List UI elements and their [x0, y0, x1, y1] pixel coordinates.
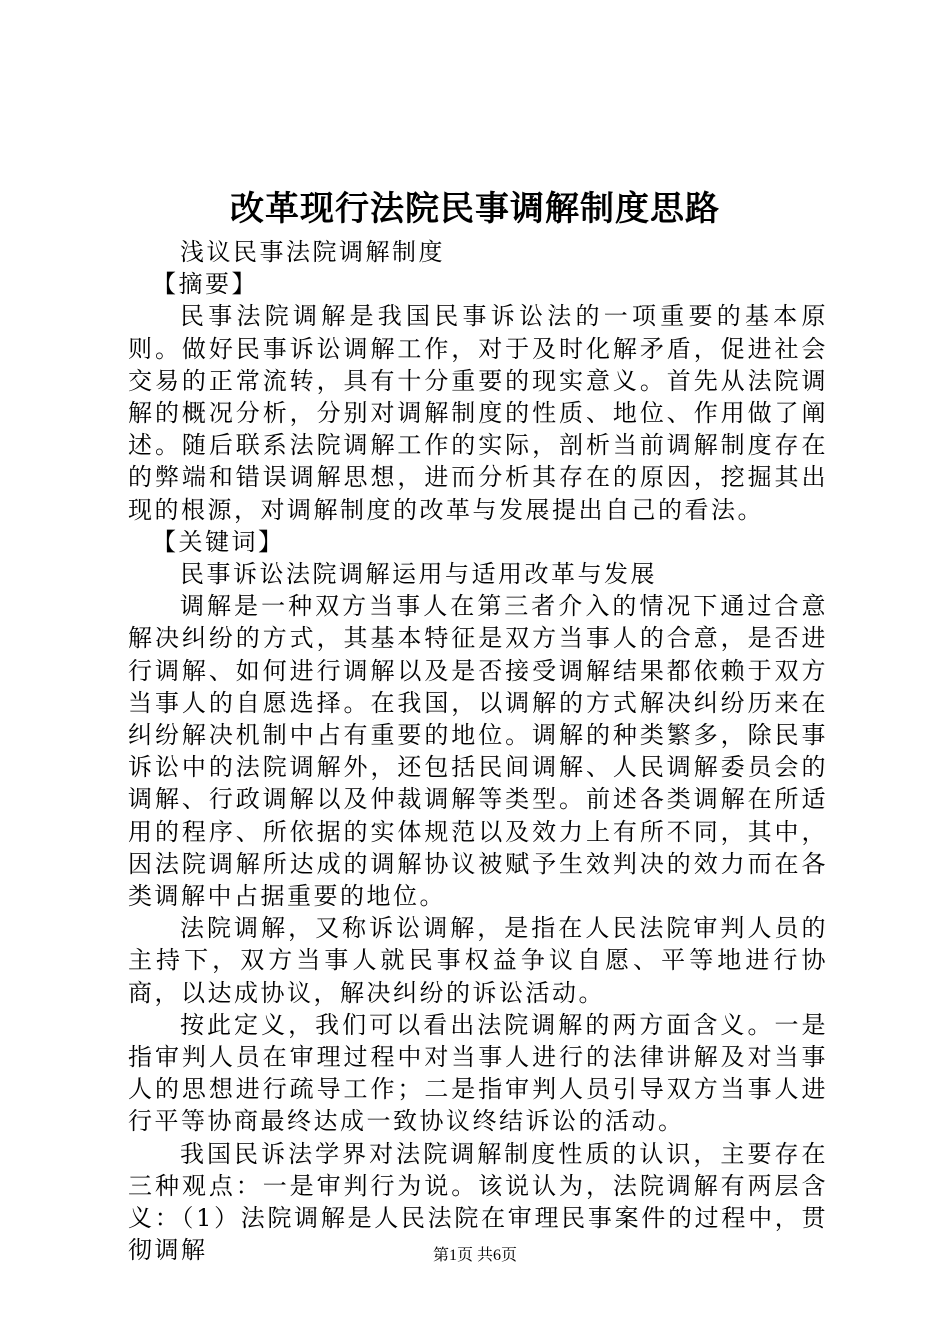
document-body: [128, 236, 828, 1267]
body-paragraph: 我国民诉法学界对法院调解制度性质的认识，主要存在三种观点：一是审判行为说。该说认为，法院调解有两层含义：（1）法院调解是人民法院在审理民事案件的过程中，贯彻调解: [128, 1139, 828, 1265]
abstract-label: 【摘要】: [152, 270, 258, 299]
document-title: 改革现行法院民事调解制度思路: [230, 189, 720, 229]
body-paragraph: 法院调解，又称诉讼调解，是指在人民法院审判人员的主持下，双方当事人就民事权益争议自愿、平等地进行协商，以达成协议，解决纠纷的诉讼活动。: [128, 914, 828, 1007]
abstract-paragraph: 民事法院调解是我国民事诉讼法的一项重要的基本原则。做好民事诉讼调解工作，对于及时化解矛盾，促进社会交易的正常流转，具有十分重要的现实意义。首先从法院调解的概况分析，分别对调解制度的性质、地位、作用做了阐述。随后联系法院调解工作的实际，剖析当前调解制度存在的弊端和错误调解思想，进而分析其存在的原因，挖掘其出现的根源，对调解制度的改革与发展提出自己的看法。: [128, 302, 828, 524]
subtitle-paragraph: 浅议民事法院调解制度: [180, 238, 445, 266]
keywords-label: 【关键词】: [152, 527, 285, 556]
keywords-paragraph: 民事诉讼法院调解运用与适用改革与发展: [180, 560, 657, 589]
body-paragraph: 调解是一种双方当事人在第三者介入的情况下通过合意解决纠纷的方式，其基本特征是双方当事人的合意，是否进行调解、如何进行调解以及是否接受调解结果都依赖于双方当事人的自愿选择。在我国，以调解的方式解决纠纷历来在纠纷解决机制中占有重要的地位。调解的种类繁多，除民事诉讼中的法院调解外，还包括民间调解、人民调解委员会的调解、行政调解以及仲裁调解等类型。前述各类调解在所适用的程序、所依据的实体规范以及效力上有所不同，其中，因法院调解所达成的调解协议被赋予生效判决的效力而在各类调解中占据重要的地位。: [128, 592, 828, 911]
body-paragraph: 按此定义，我们可以看出法院调解的两方面含义。一是指审判人员在审理过程中对当事人进行的法律讲解及对当事人的思想进行疏导工作；二是指审判人员引导双方当事人进行平等协商最终达成一致协议终结诉讼的活动。: [128, 1010, 828, 1136]
page-footer: 第1页 共6页: [432, 1247, 517, 1264]
